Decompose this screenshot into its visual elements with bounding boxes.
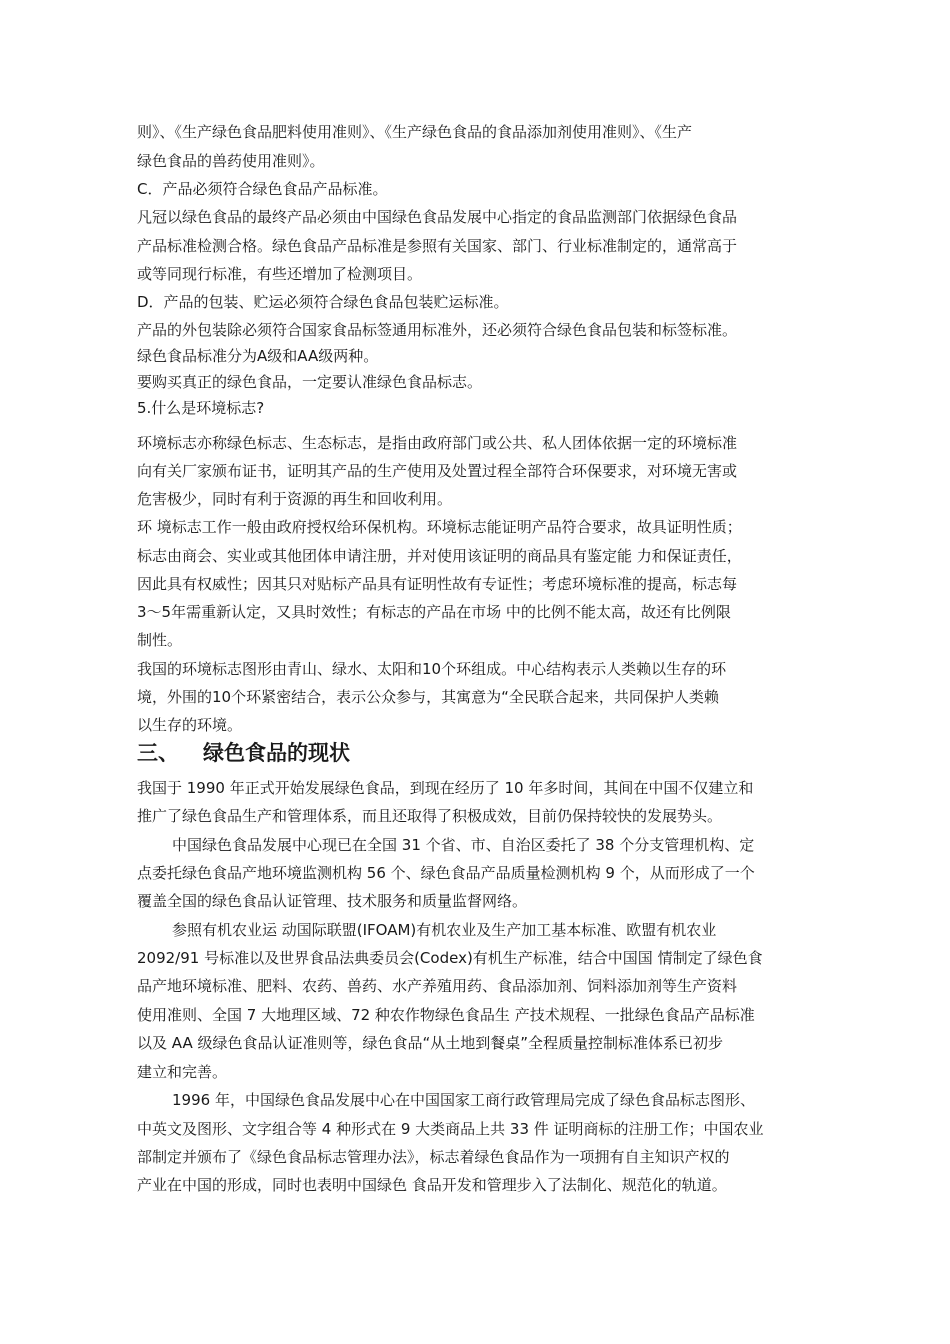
text-line: 产品的外包装除必须符合国家食品标签通用标准外，还必须符合绿色食品包装和标签标准。 xyxy=(137,321,738,339)
text-line: 因此具有权威性；因其只对贴标产品具有证明性故有专证性；考虑环境标准的提高，标志每 xyxy=(137,575,738,593)
text-line: 制性。 xyxy=(137,631,183,649)
text-line: 部制定并颁布了《绿色食品标志管理办法》，标志着绿色食品作为一项拥有自主知识产权的 xyxy=(137,1148,730,1166)
section-number: 三、 xyxy=(137,741,179,765)
text-line: 或等同现行标准，有些还增加了检测项目。 xyxy=(137,265,423,283)
text-line: 绿色食品标准分为A级和AA级两种。 xyxy=(137,347,379,365)
text-line: 覆盖全国的绿色食品认证管理、技术服务和质量监督网络。 xyxy=(137,892,528,910)
text-line: 绿色食品的兽药使用准则》。 xyxy=(137,152,325,170)
section-heading xyxy=(137,739,350,767)
text-line: 3～5年需重新认定，又具时效性；有标志的产品在市场 中的比例不能太高，故还有比例限 xyxy=(137,603,731,621)
question-heading: 5.什么是环境标志? xyxy=(137,399,265,417)
text-line: 产业在中国的形成，同时也表明中国绿色 食品开发和管理步入了法制化、规范化的轨道。 xyxy=(137,1176,727,1194)
text-line: 向有关厂家颁布证书，证明其产品的生产使用及处置过程全部符合环保要求，对环境无害或 xyxy=(137,462,738,480)
text-line: 中国绿色食品发展中心现已在全国 31 个省、市、自治区委托了 38 个分支管理机构、定 xyxy=(172,836,755,854)
text-line: 1996 年，中国绿色食品发展中心在中国国家工商行政管理局完成了绿色食品标志图形、 xyxy=(172,1091,755,1109)
text-line: 要购买真正的绿色食品，一定要认准绿色食品标志。 xyxy=(137,373,483,391)
text-line: 危害极少，同时有利于资源的再生和回收利用。 xyxy=(137,490,453,508)
text-line: 环 境标志工作一般由政府授权给环保机构。环境标志能证明产品符合要求，故具证明性质； xyxy=(137,518,742,536)
section-title: 绿色食品的现状 xyxy=(203,741,350,765)
text-line: 我国于 1990 年正式开始发展绿色食品，到现在经历了 10 年多时间，其间在中国不仅建立和 xyxy=(137,779,754,797)
text-line: 以生存的环境。 xyxy=(137,716,243,734)
text-line: 使用准则、全国 7 大地理区域、72 种农作物绿色食品生 产技术规程、一批绿色食品产品标准 xyxy=(137,1006,755,1024)
text-line: 参照有机农业运 动国际联盟(IFOAM)有机农业及生产加工基本标准、欧盟有机农业 xyxy=(172,921,717,939)
text-line: 中英文及图形、文字组合等 4 种形式在 9 大类商品上共 33 件 证明商标的注册工作；中国农业 xyxy=(137,1120,764,1138)
text-line: 环境标志亦称绿色标志、生态标志，是指由政府部门或公共、私人团体依据一定的环境标准 xyxy=(137,434,738,452)
text-line: 产品标准检测合格。绿色食品产品标准是参照有关国家、部门、行业标准制定的，通常高于 xyxy=(137,237,738,255)
text-line: 点委托绿色食品产地环境监测机构 56 个、绿色食品产品质量检测机构 9 个，从而形成了一个 xyxy=(137,864,755,882)
text-line: 标志由商会、实业或其他团体申请注册，并对使用该证明的商品具有鉴定能 力和保证责任， xyxy=(137,547,742,565)
text-line: 境，外围的10个环紧密结合，表示公众参与，其寓意为“全民联合起来，共同保护人类赖 xyxy=(137,688,719,706)
text-line: D．产品的包装、贮运必须符合绿色食品包装贮运标准。 xyxy=(137,293,509,311)
text-line: 我国的环境标志图形由青山、绿水、太阳和10个环组成。中心结构表示人类赖以生存的环 xyxy=(137,660,727,678)
text-line: 推广了绿色食品生产和管理体系，而且还取得了积极成效，目前仍保持较快的发展势头。 xyxy=(137,807,723,825)
text-line: 以及 AA 级绿色食品认证准则等，绿色食品“从土地到餐桌”全程质量控制标准体系已初步 xyxy=(137,1034,724,1052)
text-line: 品产地环境标准、肥料、农药、兽药、水产养殖用药、食品添加剂、饲料添加剂等生产资料 xyxy=(137,977,738,995)
text-line: 则》、《生产绿色食品肥料使用准则》、《生产绿色食品的食品添加剂使用准则》、《生产 xyxy=(137,123,693,141)
text-line: 建立和完善。 xyxy=(137,1063,228,1081)
text-line: C．产品必须符合绿色食品产品标准。 xyxy=(137,180,388,198)
text-line: 凡冠以绿色食品的最终产品必须由中国绿色食品发展中心指定的食品监测部门依据绿色食品 xyxy=(137,208,738,226)
text-line: 2092/91 号标准以及世界食品法典委员会(Codex)有机生产标准，结合中国国 情制定了绿色食 xyxy=(137,949,763,967)
